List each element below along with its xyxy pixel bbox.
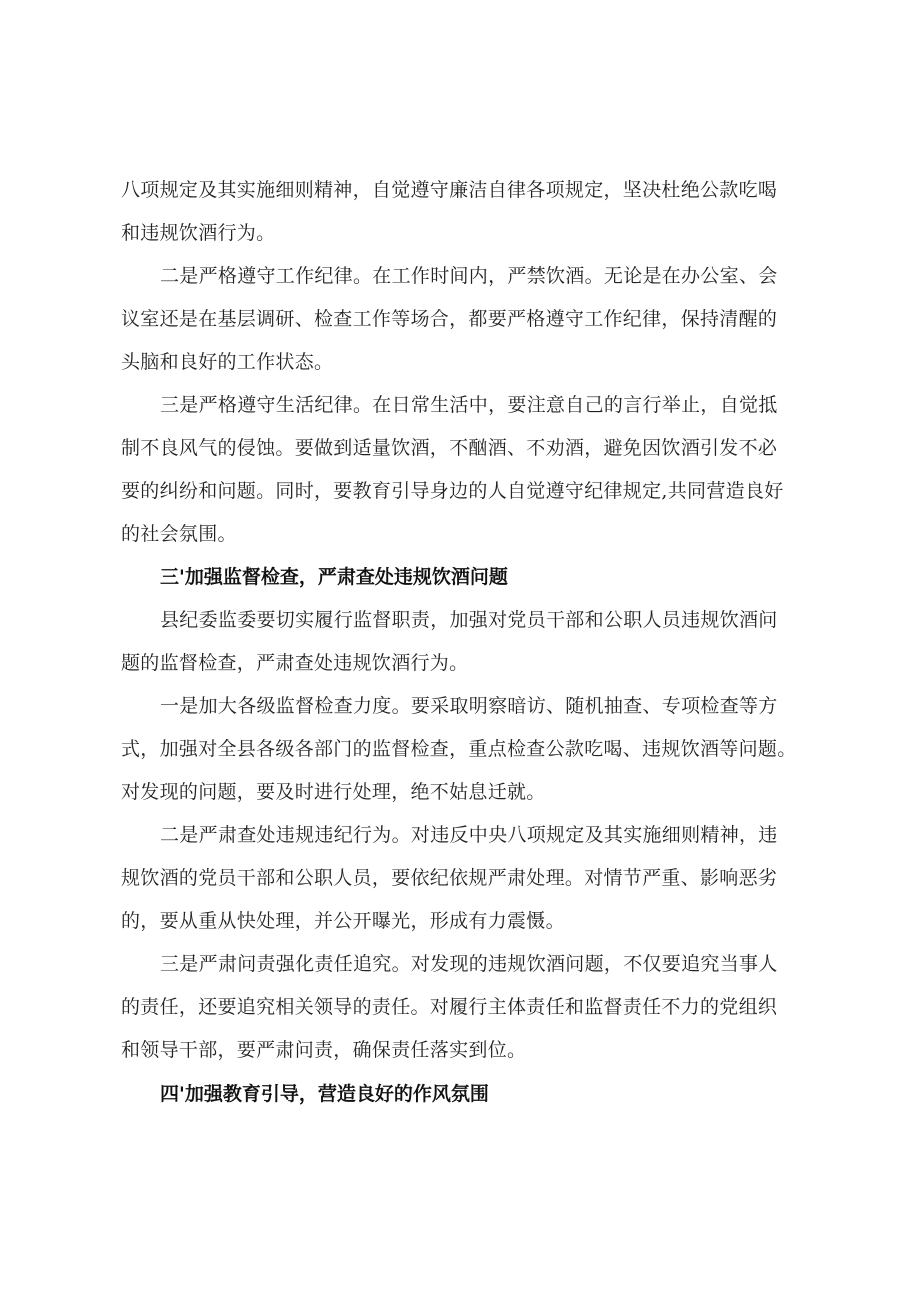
section-heading: 四'加强教育引导，营造良好的作风氛围 [160,1083,489,1105]
paragraph-line: 的责任，还要追究相关领导的责任。对履行主体责任和监督责任不力的党组织 [121,996,778,1018]
paragraph-line: 制不良风气的侵蚀。要做到适量饮酒，不酗酒、不劝酒，避免因饮酒引发不必 [121,437,778,459]
paragraph-line: 规饮酒的党员干部和公职人员，要依纪依规严肃处理。对情节严重、影响恶劣 [121,867,778,889]
paragraph-line: 二是严肃查处违规违纪行为。对违反中央八项规定及其实施细则精神，违 [160,824,778,846]
paragraph-line: 的社会氛围。 [121,523,237,545]
paragraph-line: 和违规饮酒行为。 [121,222,276,244]
section-heading: 三'加强监督检查，严肃查处违规饮酒问题 [160,566,508,588]
paragraph-line: 和领导干部，要严肃问责，确保责任落实到位。 [121,1039,527,1061]
paragraph-line: 式，加强对全县各级各部门的监督检查，重点检查公款吃喝、违规饮酒等问题。 [121,738,797,760]
paragraph-line: 二是严格遵守工作纪律。在工作时间内，严禁饮酒。无论是在办公室、会 [160,265,778,287]
paragraph-line: 三是严格遵守生活纪律。在日常生活中，要注意自己的言行举止，自觉抵 [160,394,778,416]
paragraph-line: 要的纠纷和问题。同时，要教育引导身边的人自觉遵守纪律规定,共同营造良好 [121,480,784,502]
paragraph-line: 一是加大各级监督检查力度。要采取明察暗访、随机抽查、专项检查等方 [160,695,778,717]
paragraph-line: 八项规定及其实施细则精神，自觉遵守廉洁自律各项规定，坚决杜绝公款吃喝 [121,179,778,201]
paragraph-line: 县纪委监委要切实履行监督职责，加强对党员干部和公职人员违规饮酒问 [160,609,778,631]
paragraph-line: 头脑和良好的工作状态。 [121,351,334,373]
paragraph-line: 的，要从重从快处理，并公开曝光，形成有力震慑。 [121,910,565,932]
paragraph-line: 题的监督检查，严肃查处违规饮酒行为。 [121,652,469,674]
paragraph-line: 对发现的问题，要及时进行处理，绝不姑息迁就。 [121,781,546,803]
paragraph-line: 三是严肃问责强化责任追究。对发现的违规饮酒问题，不仅要追究当事人 [160,953,778,975]
paragraph-line: 议室还是在基层调研、检查工作等场合，都要严格遵守工作纪律，保持清醒的 [121,308,778,330]
